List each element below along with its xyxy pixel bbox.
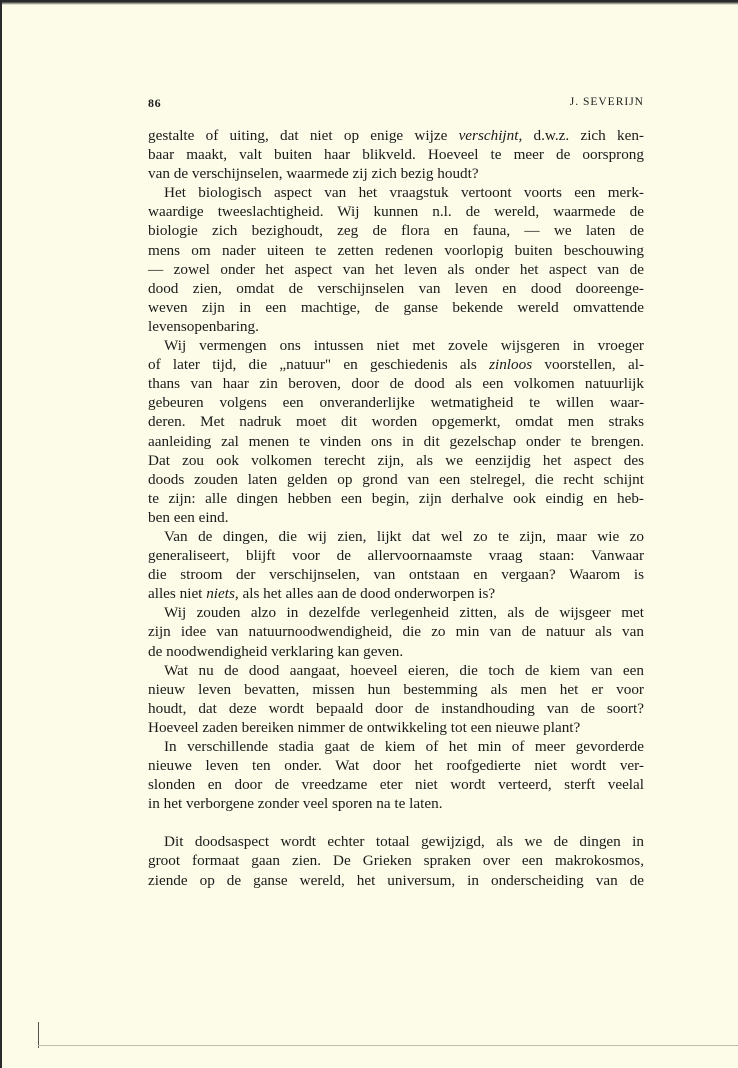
- paragraph: [148, 661, 644, 737]
- text-line: in het verborgene zonder veel sporen na te laten.: [148, 795, 443, 813]
- page-number: 86: [148, 96, 162, 110]
- text-line: nieuw leven bevatten, missen hun bestemming als men het er voor: [148, 680, 644, 698]
- text-line: biologie zich bezighoudt, zeg de flora en fauna, — we laten de: [148, 222, 644, 240]
- text-line: houdt, dat deze wordt bepaald door de instandhouding van de soort?: [148, 699, 644, 717]
- text-line: In verschillende stadia gaat de kiem of het min of meer gevorderde: [164, 738, 644, 755]
- text-line: Het biologisch aspect van het vraagstuk vertoont voorts een merk-: [164, 184, 644, 202]
- paragraph: [148, 126, 644, 183]
- text-line: Dat zou ook volkomen terecht zijn, als we eenzijdig het aspect des: [148, 451, 644, 469]
- text-line: ben een eind.: [148, 508, 229, 526]
- page-header: [148, 96, 644, 112]
- text-line: waardige tweeslachtigheid. Wij kunnen n.l. de wereld, waarmede de: [148, 203, 644, 221]
- text-line: ziende op de ganse wereld, het universum, in onderscheiding van de: [148, 871, 644, 889]
- text-line: van de verschijnselen, waarmede zij zich bezig houdt?: [148, 165, 479, 183]
- paragraph: [148, 527, 644, 603]
- text-line: die stroom der verschijnselen, van ontstaan en vergaan? Waarom is: [148, 566, 644, 584]
- paragraph: [148, 832, 644, 889]
- text-line: aanleiding zal menen te vinden ons in dit gezelschap onder te brengen.: [148, 432, 644, 450]
- paragraph: [148, 737, 644, 813]
- text-line: weven zijn in een machtige, de ganse bekende wereld omvattende: [148, 298, 644, 316]
- text-line: — zowel onder het aspect van het leven als onder het aspect van de: [148, 260, 644, 278]
- paragraph: [148, 336, 644, 527]
- text-line: Dit doodsaspect wordt echter totaal gewijzigd, als we de dingen in: [164, 833, 644, 851]
- text-line: of later tijd, die „natuur" en geschiedenis als zinloos voorstellen, al-: [148, 356, 644, 374]
- text-line: dood zien, omdat de verschijnselen van leven en dood dooreenge-: [148, 279, 644, 297]
- text-line: groot formaat gaan zien. De Grieken spraken over een makrokosmos,: [148, 852, 644, 870]
- text-line: doods zouden laten gelden op grond van een stelregel, die recht schijnt: [148, 470, 644, 488]
- text-line: Wij zouden alzo in dezelfde verlegenheid zitten, als de wijsgeer met: [164, 604, 644, 622]
- emphasis: verschijnt,: [458, 127, 523, 144]
- text-line: Hoeveel zaden bereiken nimmer de ontwikkeling tot een nieuwe plant?: [148, 718, 581, 736]
- text-line: alles niet niets, als het alles aan de dood onderworpen is?: [148, 585, 496, 603]
- text-line: generaliseert, blijft voor de allervoornaamste vraag staan: Vanwaar: [148, 547, 644, 565]
- text-line: thans van haar zin beroven, door de dood als een volkomen natuurlijk: [148, 375, 644, 393]
- text-line: Wij vermengen ons intussen niet met zovele wijsgeren in vroeger: [164, 337, 644, 355]
- text-line: Wat nu de dood aangaat, hoeveel eieren, die toch de kiem van een: [164, 661, 644, 679]
- text-line: nieuwe leven ten onder. Wat door het roofgedierte niet wordt ver-: [148, 757, 644, 775]
- section-gap: [148, 813, 644, 832]
- running-head-author: J. SEVERIJN: [569, 96, 644, 108]
- scan-top-edge: [2, 2, 738, 5]
- emphasis: niets,: [206, 585, 239, 603]
- text-line: zijn idee van natuurnoodwendigheid, die zo min van de natuur als van: [148, 623, 644, 641]
- scan-bottom-edge: [38, 1045, 738, 1046]
- emphasis: zinloos: [489, 356, 533, 374]
- text-line: deren. Met nadruk moet dit worden opgemerkt, omdat men straks: [148, 413, 644, 431]
- text-line: de noodwendigheid verklaring kan geven.: [148, 642, 404, 660]
- text-line: te zijn: alle dingen hebben een begin, zijn derhalve ook eindig en heb-: [148, 489, 644, 507]
- paragraph: [148, 183, 644, 336]
- text-line: mens om nader uiteen te zetten redenen voorlopig buiten beschouwing: [148, 241, 644, 259]
- text-line: gebeuren volgens een onveranderlijke wetmatigheid te willen waar-: [148, 394, 644, 412]
- paragraph: [148, 603, 644, 660]
- text-line: Van de dingen, die wij zien, lijkt dat wel zo te zijn, maar wie zo: [164, 527, 644, 545]
- text-line: baar maakt, valt buiten haar blikveld. Hoeveel te meer de oorsprong: [148, 146, 644, 164]
- text-line: gestalte of uiting, dat niet op enige wijze verschijnt, d.w.z. zich ken-: [148, 127, 644, 144]
- text-line: slonden en door de vreedzame eter niet wordt verteerd, sterft veelal: [148, 776, 644, 794]
- body-text: [148, 126, 644, 890]
- text-line: levensopenbaring.: [148, 317, 259, 335]
